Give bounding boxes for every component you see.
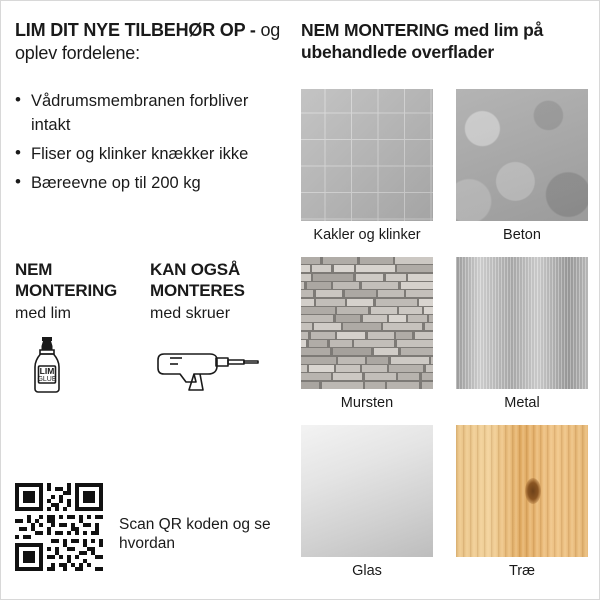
swatch-label: Metal (504, 395, 540, 411)
swatch-image-wood (456, 425, 588, 557)
swatch-label: Kakler og klinker (313, 227, 421, 243)
swatch-image-glass (301, 425, 433, 557)
metal-texture (456, 257, 588, 389)
swatch-glass (301, 425, 433, 580)
tile-texture (301, 89, 433, 221)
mounting-option-screws (150, 259, 280, 396)
qr-code-icon[interactable] (15, 483, 103, 576)
swatch-label: Beton (503, 227, 541, 243)
swatch-wood (456, 425, 588, 580)
page-title (15, 19, 285, 65)
swatch-label: Mursten (340, 395, 394, 411)
glue-bottle-icon (15, 334, 145, 396)
swatch-label: Træ (508, 563, 536, 579)
swatch-image-metal (456, 257, 588, 389)
swatch-image-brick (301, 257, 433, 389)
mounting-option-glue-subtitle: med lim (15, 305, 72, 322)
swatch-concrete (456, 89, 588, 244)
left-column (15, 19, 285, 200)
mounting-option-screws-subtitle: med skruer (150, 305, 231, 322)
glue-label-top: LIM (39, 366, 55, 376)
qr-instruction-text: Scan QR koden og se hvordan (119, 516, 271, 552)
drill-icon (150, 334, 280, 396)
mounting-option-glue (15, 259, 145, 396)
swatch-image-tiles (301, 89, 433, 221)
wood-knot (525, 478, 541, 504)
brick-texture (301, 257, 433, 389)
swatch-metal (456, 257, 588, 412)
page-title-strong: LIM DIT NYE TILBEHØR OP - (15, 20, 261, 40)
list-item: • Vådrumsmembranen forbliver intakt (15, 89, 285, 137)
glue-label-bottom: GLUE (37, 376, 57, 383)
surfaces-title-strong: NEM MONTERING (301, 20, 454, 40)
swatch-label: Glas (352, 563, 382, 579)
mounting-option-glue-title: NEM MONTERING (15, 260, 118, 300)
concrete-texture (456, 89, 588, 221)
swatch-tiles (301, 89, 433, 244)
right-column (301, 19, 587, 63)
glass-texture (301, 425, 433, 557)
wood-texture (456, 425, 588, 557)
list-item: • Fliser og klinker knækker ikke (15, 142, 285, 166)
swatch-brick (301, 257, 433, 412)
benefit-list (15, 89, 285, 195)
surfaces-title-rest: med lim på ubehandlede overflader (301, 20, 544, 62)
mounting-option-screws-title: KAN OGSÅ MONTERES (150, 260, 245, 300)
list-item: • Bæreevne op til 200 kg (15, 171, 285, 195)
swatch-image-concrete (456, 89, 588, 221)
page-title-rest: og oplev fordelene: (15, 20, 281, 63)
surfaces-title (301, 19, 587, 63)
